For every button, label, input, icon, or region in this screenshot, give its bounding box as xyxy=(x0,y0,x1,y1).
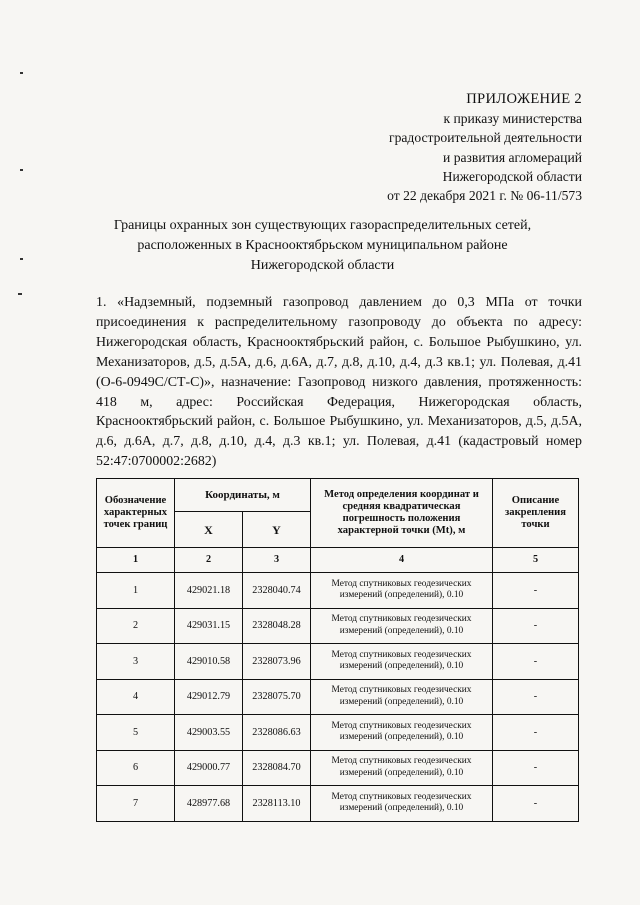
scan-mark xyxy=(18,293,22,295)
coordinates-table xyxy=(96,478,579,822)
point-number: 1 xyxy=(97,573,175,609)
header-line: Нижегородской области xyxy=(442,168,582,184)
coord-y: 2328086.63 xyxy=(243,715,311,751)
method-cell: Метод спутниковых геодезических измерений (определений), 0.10 xyxy=(311,608,493,644)
header-x: X xyxy=(175,512,243,548)
table-row xyxy=(97,679,579,715)
header-line: от 22 декабря 2021 г. № 06-11/573 xyxy=(387,188,582,204)
description-cell: - xyxy=(493,644,579,680)
point-number: 2 xyxy=(97,608,175,644)
coord-x: 429010.58 xyxy=(175,644,243,680)
header-coordinates: Координаты, м xyxy=(175,479,311,512)
table-row xyxy=(97,715,579,751)
coord-x: 429012.79 xyxy=(175,679,243,715)
appendix-title: ПРИЛОЖЕНИЕ 2 xyxy=(466,91,582,107)
header-line: и развития агломераций xyxy=(443,149,582,165)
header-y: Y xyxy=(243,512,311,548)
method-cell: Метод спутниковых геодезических измерений (определений), 0.10 xyxy=(311,715,493,751)
coord-x: 428977.68 xyxy=(175,786,243,822)
coord-y: 2328113.10 xyxy=(243,786,311,822)
header-point-designation: Обозначение характерных точек границ xyxy=(97,479,175,548)
header-line: градостроительной деятельности xyxy=(389,130,582,146)
coord-x: 429000.77 xyxy=(175,750,243,786)
coord-y: 2328040.74 xyxy=(243,573,311,609)
coord-y: 2328075.70 xyxy=(243,679,311,715)
method-cell: Метод спутниковых геодезических измерений (определений), 0.10 xyxy=(311,644,493,680)
coord-y: 2328073.96 xyxy=(243,644,311,680)
coord-y: 2328084.70 xyxy=(243,750,311,786)
scan-mark xyxy=(20,169,23,171)
point-number: 4 xyxy=(97,679,175,715)
point-number: 6 xyxy=(97,750,175,786)
table-row xyxy=(97,644,579,680)
header-line: к приказу министерства xyxy=(443,111,582,127)
column-number: 1 xyxy=(97,548,175,573)
point-number: 7 xyxy=(97,786,175,822)
column-number: 2 xyxy=(175,548,243,573)
column-number: 4 xyxy=(311,548,493,573)
document-title xyxy=(60,216,585,275)
coord-x: 429031.15 xyxy=(175,608,243,644)
table-row xyxy=(97,573,579,609)
description-cell: - xyxy=(493,715,579,751)
method-cell: Метод спутниковых геодезических измерений (определений), 0.10 xyxy=(311,786,493,822)
scan-mark xyxy=(20,258,23,260)
title-line: Границы охранных зон существующих газораспределительных сетей, xyxy=(113,218,532,233)
column-number: 5 xyxy=(493,548,579,573)
object-description: 1. «Надземный, подземный газопровод давлением до 0,3 МПа от точки присоединения к распределительному газопроводу до объекта по адресу: Нижегородская область, Краснооктябрьский район, с. Большое Рыбушкино, ул. Механизаторов, д.5, д.5А, д.6, д.6А, д.7, д.8, д.10, д.4, д.3 кв.1; ул. Полевая, д.41 (О-6-0949С/СТ-С)», назначение: Газопровод низкого давления, протяженность: 418 м, адрес: Российская Федерация, Нижегородская область, Краснооктябрьский район, с. Большое Рыбушкино, ул. Механизаторов, д.5, д.5А, д.6, д.6А, д.7, д.8, д.10, д.4, д.3 кв.1; ул. Полевая, д.41 (кадастровый номер 52:47:0700002:2682) xyxy=(96,295,582,470)
coord-x: 429003.55 xyxy=(175,715,243,751)
description-cell: - xyxy=(493,786,579,822)
table-row xyxy=(97,786,579,822)
header-method: Метод определения координат и средняя квадратическая погрешность положения характерной точки (Mt), м xyxy=(311,479,493,548)
coord-x: 429021.18 xyxy=(175,573,243,609)
header-description: Описание закрепления точки xyxy=(493,479,579,548)
description-cell: - xyxy=(493,679,579,715)
title-line: расположенных в Краснооктябрьском муниципальном районе xyxy=(137,237,508,253)
coord-y: 2328048.28 xyxy=(243,608,311,644)
method-cell: Метод спутниковых геодезических измерений (определений), 0.10 xyxy=(311,750,493,786)
document-header xyxy=(387,90,582,205)
point-number: 3 xyxy=(97,644,175,680)
column-number: 3 xyxy=(243,548,311,573)
method-cell: Метод спутниковых геодезических измерений (определений), 0.10 xyxy=(311,573,493,609)
method-cell: Метод спутниковых геодезических измерений (определений), 0.10 xyxy=(311,679,493,715)
column-number-row xyxy=(97,548,579,573)
table-row xyxy=(97,750,579,786)
description-cell: - xyxy=(493,573,579,609)
point-number: 5 xyxy=(97,715,175,751)
title-line: Нижегородской области xyxy=(250,257,395,273)
table-row xyxy=(97,608,579,644)
description-cell: - xyxy=(493,608,579,644)
scan-mark xyxy=(20,72,23,74)
description-cell: - xyxy=(493,750,579,786)
